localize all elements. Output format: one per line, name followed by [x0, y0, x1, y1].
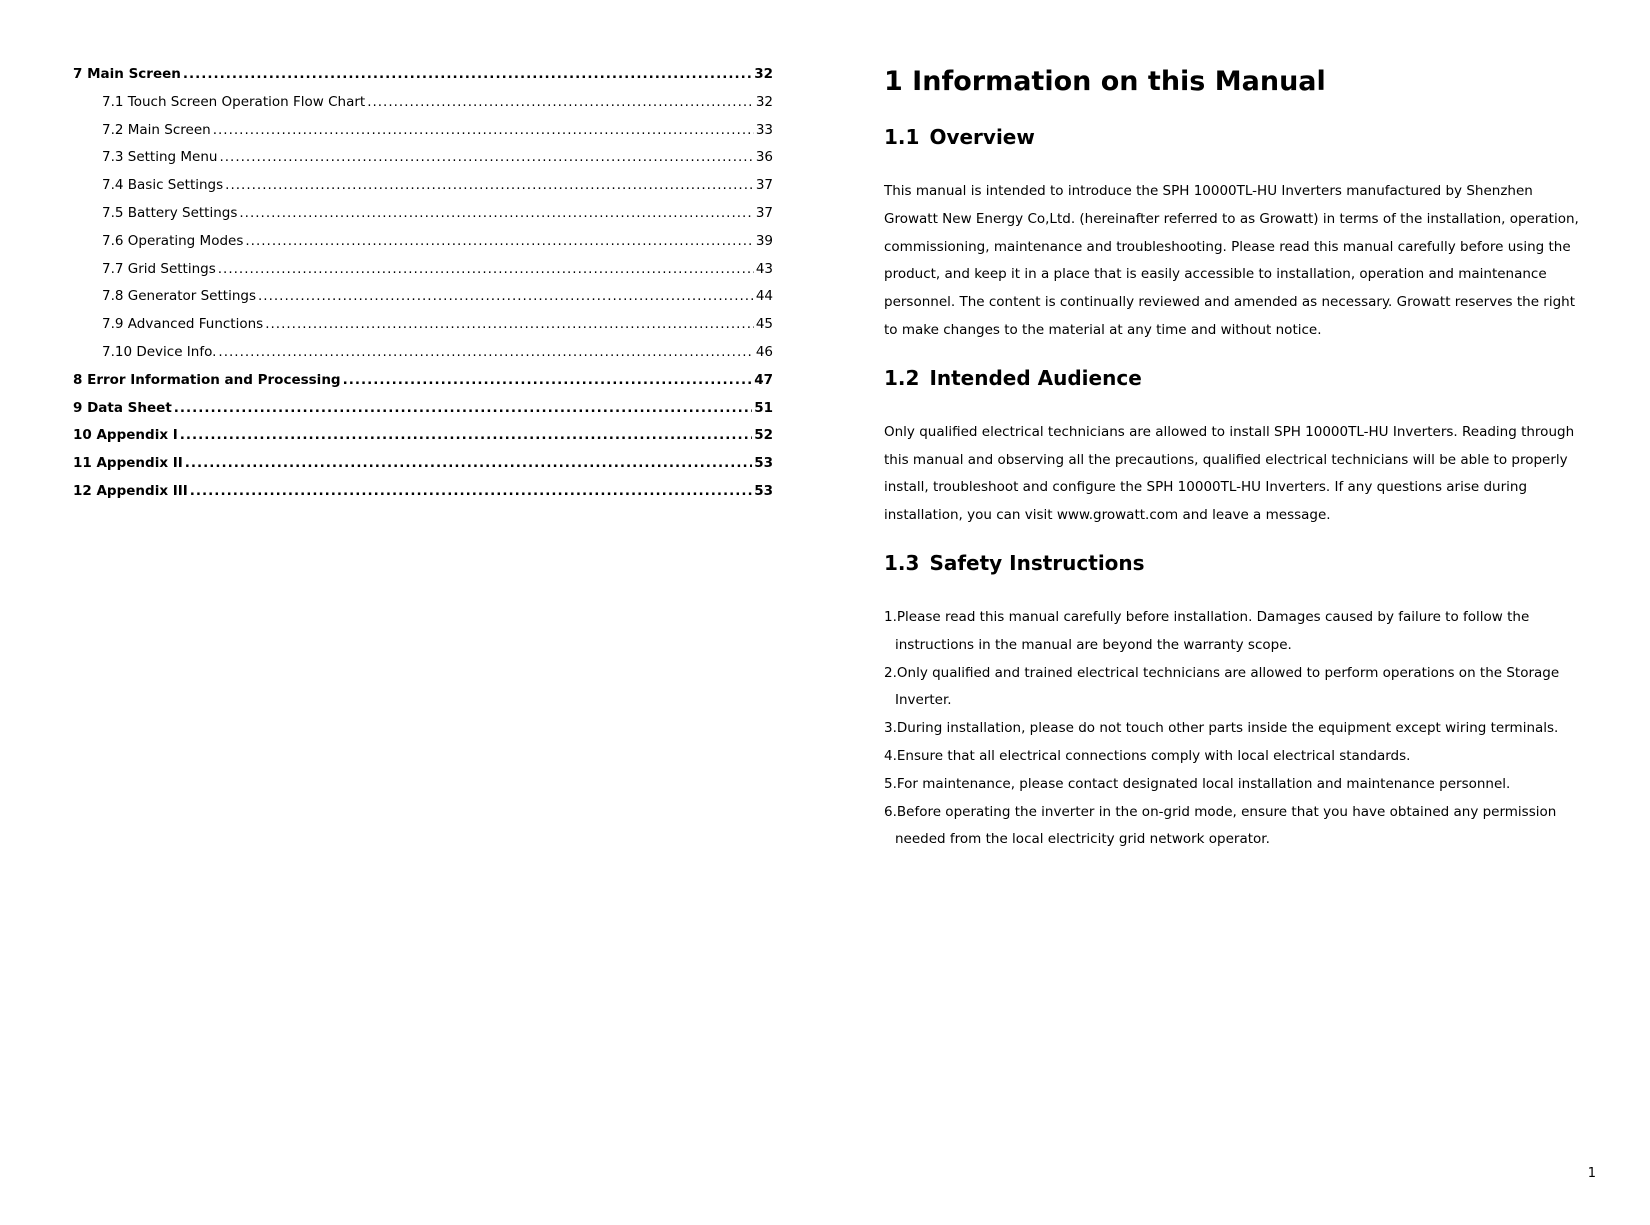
safety-instruction-item: 5.For maintenance, please contact designated local installation and maintenance personnel. [884, 775, 1511, 792]
toc-entry[interactable] [73, 261, 773, 289]
toc-entry[interactable] [73, 149, 773, 177]
toc-entry-label: 10 Appendix I [73, 427, 178, 444]
safety-instructions-list [884, 604, 1589, 854]
toc-entry-label: 7 Main Screen [73, 66, 181, 82]
toc-entry-label: 7.2 Main Screen [102, 121, 211, 138]
toc-entry-page: 32 [754, 66, 773, 82]
chapter-content [884, 60, 1589, 854]
toc-entry-page: 52 [754, 427, 773, 444]
safety-instruction-item: 6.Before operating the inverter in the on-grid mode, ensure that you have obtained any permission needed from the local electricity grid network operator. [884, 803, 1557, 848]
toc-entry[interactable] [73, 66, 773, 94]
safety-instruction-item: 2.Only qualified and trained electrical technicians are allowed to perform operations on the Storage Inverter. [884, 664, 1560, 709]
toc-leader-dots [174, 400, 752, 416]
toc-entry-page: 43 [755, 260, 773, 277]
toc-entry-page: 44 [755, 288, 773, 305]
toc-entry-label: 8 Error Information and Processing [73, 371, 341, 388]
toc-entry-label: 11 Appendix II [73, 455, 183, 472]
toc-entry[interactable] [73, 344, 773, 372]
toc-entry-page: 39 [755, 232, 773, 249]
toc-entry[interactable] [73, 372, 773, 400]
toc-leader-dots [225, 177, 754, 193]
toc-entry-page: 53 [754, 455, 773, 472]
page-number: 1 [1587, 1166, 1596, 1181]
toc-entry-page: 46 [755, 343, 773, 360]
audience-paragraph: Only qualified electrical technicians are allowed to install SPH 10000TL-HU Inverters. Reading through this manual and observing all the precautions, qualified electrical technicians will be able to properly install, troubleshoot and configure the SPH 10000TL-HU Inverters. If any questions arise during installation, you can visit www.growatt.com and leave a message. [884, 423, 1575, 524]
toc-entry[interactable] [73, 427, 773, 455]
section-title: Safety Instructions [929, 550, 1145, 575]
toc-leader-dots [343, 372, 753, 388]
toc-leader-dots [239, 205, 753, 221]
toc-entry-label: 7.9 Advanced Functions [102, 316, 264, 333]
table-of-contents [73, 66, 773, 511]
toc-entry-label: 7.3 Setting Menu [102, 149, 218, 166]
toc-leader-dots [367, 94, 754, 110]
toc-entry-page: 47 [754, 371, 773, 388]
toc-entry-label: 12 Appendix III [73, 482, 188, 499]
toc-entry[interactable] [73, 288, 773, 316]
toc-leader-dots [219, 149, 753, 165]
toc-leader-dots [218, 344, 753, 360]
toc-entry-page: 33 [755, 121, 773, 138]
toc-entry-label: 7.5 Battery Settings [102, 204, 238, 221]
section-title: Overview [929, 125, 1035, 149]
section-number: 1.2 [884, 365, 920, 390]
toc-entry[interactable] [73, 94, 773, 122]
toc-entry-label: 7.10 Device Info. [102, 343, 217, 360]
toc-leader-dots [180, 427, 752, 443]
overview-paragraph: This manual is intended to introduce the SPH 10000TL-HU Inverters manufactured by Shenzhen Growatt New Energy Co,Ltd. (hereinafter referred to as Growatt) in terms of the installation, operation, commissioning, maintenance and troubleshooting. Please read this manual carefully before using the product, and keep it in a place that is easily accessible to installation, operation and maintenance personnel. The content is continually reviewed and amended as necessary. Growatt reserves the right to make changes to the material at any time and without notice. [884, 183, 1579, 338]
section-heading-audience [884, 363, 1589, 393]
safety-instruction-item: 3.During installation, please do not touch other parts inside the equipment except wiring terminals. [884, 720, 1559, 737]
toc-entry-label: 9 Data Sheet [73, 399, 172, 416]
toc-entry[interactable] [73, 177, 773, 205]
toc-leader-dots [218, 261, 754, 277]
toc-entry-page: 53 [754, 482, 773, 499]
safety-instruction-item: 4.Ensure that all electrical connections comply with local electrical standards. [884, 747, 1411, 764]
toc-entry[interactable] [73, 122, 773, 150]
toc-entry-page: 32 [755, 93, 773, 110]
toc-leader-dots [185, 455, 752, 471]
toc-entry-label: 7.4 Basic Settings [102, 177, 224, 194]
toc-leader-dots [213, 122, 754, 138]
toc-entry[interactable] [73, 483, 773, 511]
toc-entry-label: 7.7 Grid Settings [102, 260, 216, 277]
toc-entry-page: 45 [755, 316, 773, 333]
toc-leader-dots [245, 233, 753, 249]
section-number: 1.3 [884, 550, 920, 575]
section-title: Intended Audience [929, 365, 1142, 390]
toc-entry-page: 37 [755, 177, 773, 194]
toc-entry-label: 7.6 Operating Modes [102, 232, 244, 249]
toc-entry-page: 51 [754, 399, 773, 416]
safety-instruction-item: 1.Please read this manual carefully before installation. Damages caused by failure to follow the instructions in the manual are beyond the warranty scope. [884, 608, 1530, 653]
toc-entry[interactable] [73, 455, 773, 483]
toc-entry-label: 7.1 Touch Screen Operation Flow Chart [102, 93, 366, 110]
toc-entry[interactable] [73, 205, 773, 233]
toc-leader-dots [183, 66, 752, 82]
toc-entry[interactable] [73, 233, 773, 261]
toc-leader-dots [265, 316, 754, 332]
toc-entry-page: 37 [755, 204, 773, 221]
section-number: 1.1 [884, 125, 920, 149]
toc-leader-dots [258, 288, 754, 304]
toc-entry-label: 7.8 Generator Settings [102, 288, 256, 305]
toc-leader-dots [190, 483, 752, 499]
chapter-title: 1 Information on this Manual [884, 66, 1326, 97]
toc-entry-page: 36 [755, 149, 773, 166]
toc-entry[interactable] [73, 400, 773, 428]
toc-entry[interactable] [73, 316, 773, 344]
section-heading-safety [884, 548, 1589, 578]
section-heading-overview [884, 122, 1589, 152]
